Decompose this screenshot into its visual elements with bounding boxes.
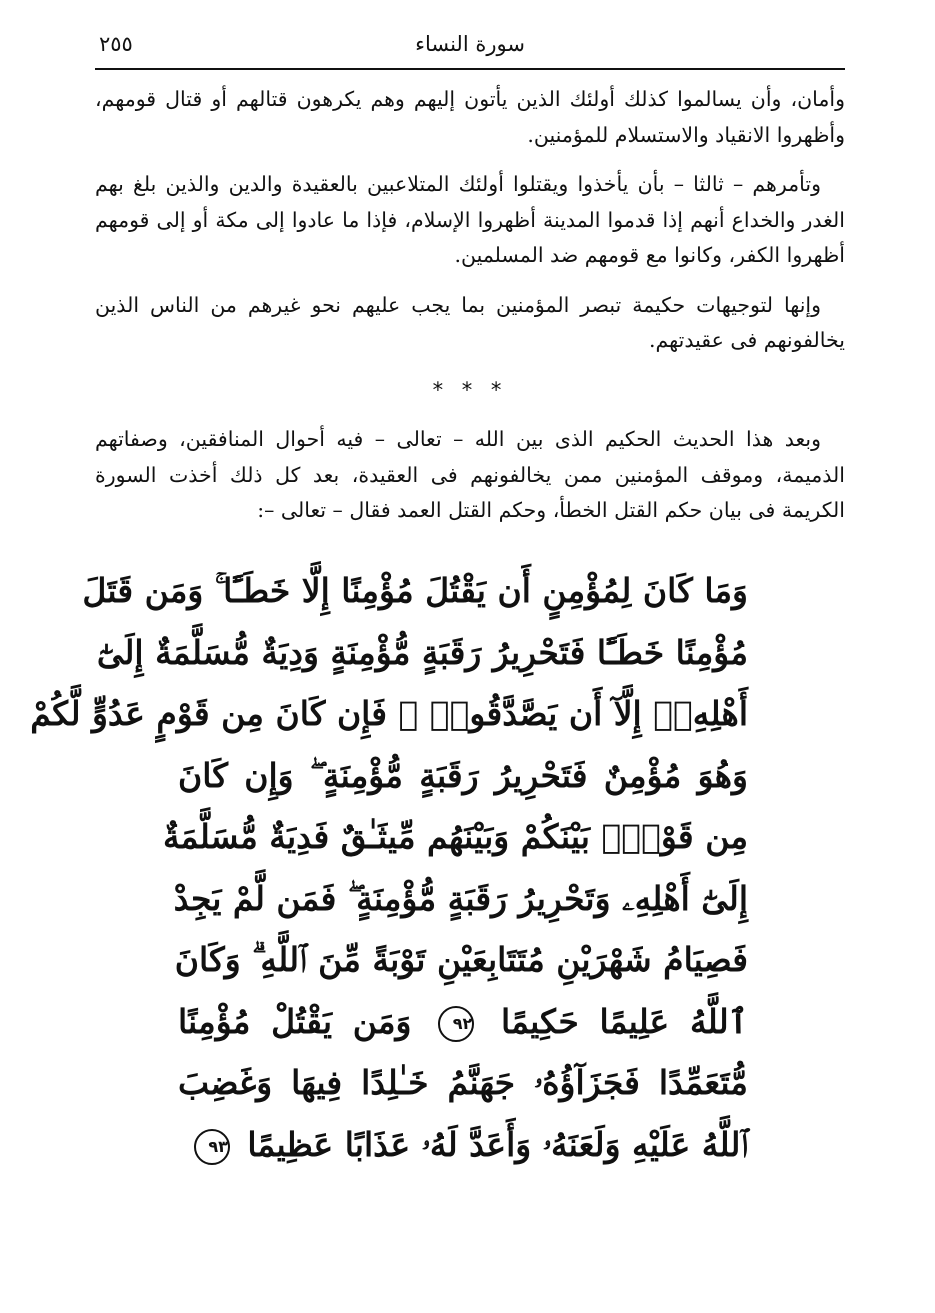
verse-line-7: فَصِيَامُ شَهْرَيْنِ مُتَتَابِعَيْنِ تَوْبَةً مِّنَ ٱللَّهِ ۗ وَكَانَ: [174, 940, 748, 979]
running-head: سورة النساء: [415, 32, 525, 56]
paragraph-1: وأمان، وأن يسالموا كذلك أولئك الذين يأتون إليهم وهم يكرهون قتالهم أو قتال قومهم، وأظهروا الانقياد والاستسلام للمؤمنين.: [95, 87, 845, 147]
verse-line-2: مُؤْمِنًا خَطَـًٔا فَتَحْرِيرُ رَقَبَةٍ مُّؤْمِنَةٍ وَدِيَةٌ مُّسَلَّمَةٌ إِلَىٰٓ: [96, 632, 748, 672]
page-header: [95, 22, 845, 62]
verse-line-6: إِلَىٰٓ أَهْلِهِۦ وَتَحْرِيرُ رَقَبَةٍ مُّؤْمِنَةٍ ۖ فَمَن لَّمْ يَجِدْ: [173, 878, 748, 918]
verse-line-1: وَمَا كَانَ لِمُؤْمِنٍ أَن يَقْتُلَ مُؤْمِنًا إِلَّا خَطَـًٔا ۚ وَمَن قَتَلَ: [82, 571, 748, 610]
verse-line-8-end: وَمَن يَقْتُلْ مُؤْمِنًا: [178, 1001, 412, 1041]
quran-verses: [30, 560, 748, 1175]
paragraph-3: وإنها لتوجيهات حكيمة تبصر المؤمنين بما يجب عليهم نحو غيرهم من الناس الذين يخالفونهم فى عقيدتهم.: [95, 292, 845, 352]
verse-line-8-start: ٱللَّهُ عَلِيمًا حَكِيمًا: [501, 1001, 748, 1041]
verse-line-10-text: ٱللَّهُ عَلَيْهِ وَلَعَنَهُۥ وَأَعَدَّ لَهُۥ عَذَابًا عَظِيمًا: [247, 1124, 748, 1164]
paragraph-2: وتأمرهم – ثالثا – بأن يأخذوا ويقتلوا أولئك المتلاعبين بالعقيدة والدين والذين بلغ بهم الغدر والخداع أنهم إذا قدموا المدينة أظهروا الإسلام، فإذا ما عادوا إلى مكة أو إلى قومهم أظهروا الكفر، وكانوا مع قومهم ضد المسلمين.: [95, 172, 845, 267]
paragraph-4: وبعد هذا الحديث الحكيم الذى بين الله – تعالى – فيه أحوال المنافقين، وصفاتهم الذميمة، وموقف المؤمنين ممن يخالفونهم فى العقيدة، بعد كل ذلك أخذت السورة الكريمة فى بيان حكم القتل الخطأ، وحكم القتل العمد فقال – تعالى –:: [95, 427, 845, 522]
section-separator: * * *: [432, 377, 508, 402]
verse-line-3: أَهْلِهِۦٓ إِلَّآ أَن يَصَّدَّقُوا۟ ۚ فَإِن كَانَ مِن قَوْمٍ عَدُوٍّ لَّكُمْ: [30, 694, 748, 733]
verse-line-5: مِن قَوْمٍۭ بَيْنَكُمْ وَبَيْنَهُم مِّيثَـٰقٌ فَدِيَةٌ مُّسَلَّمَةٌ: [162, 817, 748, 856]
header-rule: [95, 68, 845, 70]
commentary-text: [95, 82, 845, 543]
verse-line-8: [178, 991, 748, 1053]
verse-line-4: وَهُوَ مُؤْمِنٌ فَتَحْرِيرُ رَقَبَةٍ مُّؤْمِنَةٍ ۖ وَإِن كَانَ: [178, 755, 748, 795]
verse-line-10: [178, 1114, 748, 1176]
verse-line-9: مُّتَعَمِّدًا فَجَزَآؤُهُۥ جَهَنَّمُ خَـٰلِدًا فِيهَا وَغَضِبَ: [178, 1063, 748, 1102]
page-number: ٢٥٥: [99, 32, 133, 56]
ayah-number-marker: ٩٣: [194, 1129, 230, 1165]
ayah-number-marker: ٩٢: [438, 1006, 474, 1042]
